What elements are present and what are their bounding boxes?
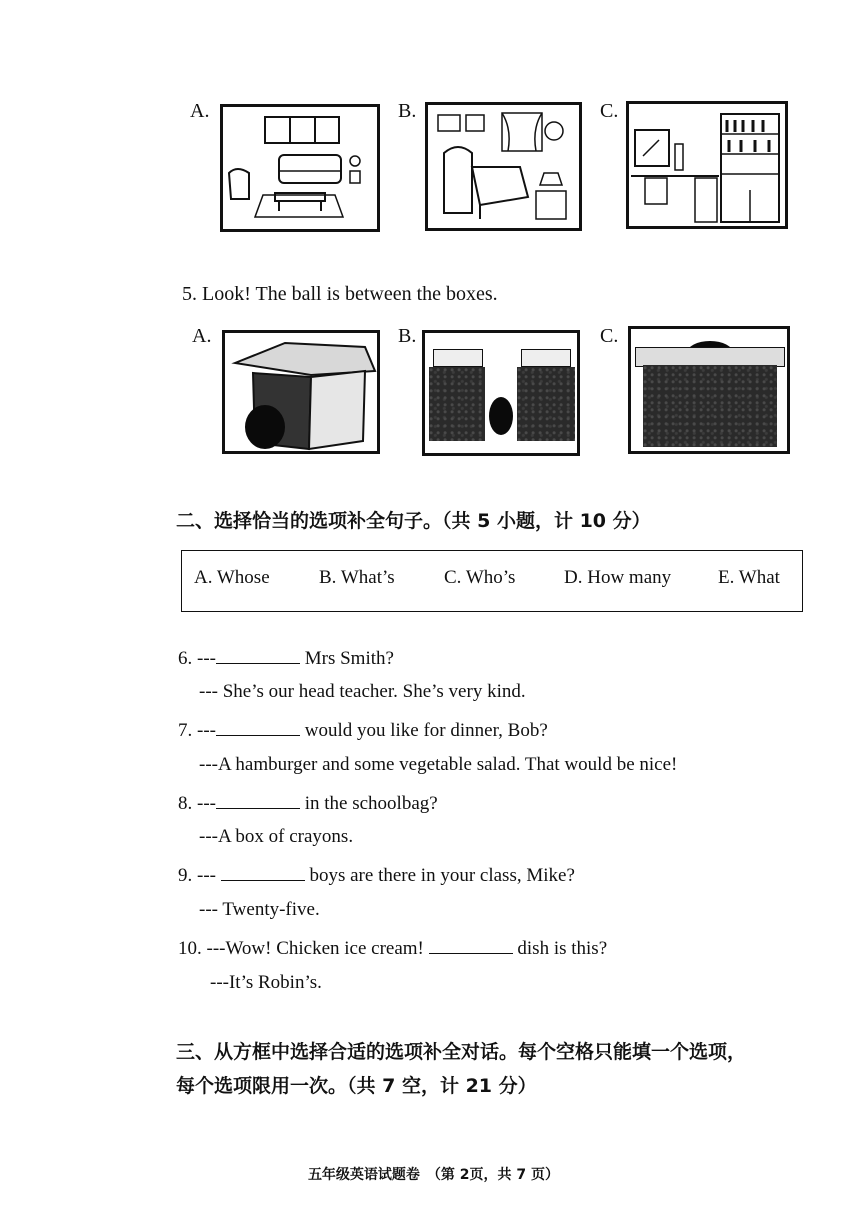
q8-answer-blank[interactable] [216, 790, 300, 809]
section3-heading-line1: 三、从方框中选择合适的选项补全对话。每个空格只能填一个选项， [176, 1041, 747, 1063]
question-7 [178, 717, 548, 742]
ball-behind-box-picture [628, 326, 790, 454]
question-10 [178, 935, 607, 960]
q7-answer-blank[interactable] [216, 717, 300, 736]
living-room-drawing [223, 107, 377, 229]
q7-suffix: would you like for dinner, Bob? [299, 720, 548, 741]
section2-heading: 二、选择恰当的选项补全句子。（共 5 小题，计 10 分） [176, 510, 651, 532]
q10-prefix: 10. ---Wow! Chicken ice cream! [178, 938, 429, 959]
right-box [517, 367, 575, 441]
box [643, 365, 777, 447]
choice-a: A. Whose [194, 567, 270, 588]
q7-prefix: 7. --- [178, 720, 216, 741]
q5-prompt: 5. Look! The ball is between the boxes. [182, 283, 498, 305]
answer-9: --- Twenty-five. [199, 899, 320, 920]
living-room-picture [220, 104, 380, 232]
q5-option-a-label: A. [192, 325, 212, 347]
choice-c: C. Who’s [444, 567, 516, 588]
q9-suffix: boys are there in your class, Mike? [304, 865, 575, 886]
ball [489, 397, 513, 435]
section3-heading-line2: 每个选项限用一次。（共 7 空，计 21 分） [176, 1075, 537, 1097]
q5-option-c-label: C. [600, 325, 619, 347]
q5-option-b-label: B. [398, 325, 417, 347]
choice-e: E. What [718, 567, 780, 588]
question-9 [178, 862, 575, 887]
bedroom-drawing [428, 105, 579, 228]
q6-prefix: 6. --- [178, 648, 216, 669]
question-8 [178, 790, 438, 815]
q10-suffix: dish is this? [512, 938, 608, 959]
right-box-lid [521, 349, 571, 367]
ball-in-box-drawing [225, 333, 377, 451]
answer-7: ---A hamburger and some vegetable salad. That would be nice! [199, 754, 678, 775]
q8-suffix: in the schoolbag? [299, 793, 438, 814]
page-footer: 五年级英语试题卷 （第 2页，共 7 页） [307, 1167, 560, 1183]
choice-word-box [181, 550, 803, 612]
q6-answer-blank[interactable] [216, 645, 300, 664]
left-box [429, 367, 485, 441]
answer-10: ---It’s Robin’s. [210, 972, 322, 993]
ball-between-boxes-picture [422, 330, 580, 456]
question-6 [178, 645, 394, 670]
box-top [635, 347, 785, 367]
bedroom-picture [425, 102, 582, 231]
q9-answer-blank[interactable] [221, 862, 305, 881]
study-room-picture [626, 101, 788, 229]
choice-d: D. How many [564, 567, 672, 588]
left-box-lid [433, 349, 483, 367]
q9-prefix: 9. --- [178, 865, 221, 886]
q4-option-a-label: A. [190, 100, 210, 122]
q8-prefix: 8. --- [178, 793, 216, 814]
study-room-drawing [629, 104, 785, 226]
choice-b: B. What’s [319, 567, 395, 588]
q4-option-b-label: B. [398, 100, 417, 122]
q10-answer-blank[interactable] [429, 935, 513, 954]
q6-suffix: Mrs Smith? [299, 648, 394, 669]
answer-6: --- She’s our head teacher. She’s very kind. [199, 681, 526, 702]
answer-8: ---A box of crayons. [199, 826, 354, 847]
ball-in-box-picture [222, 330, 380, 454]
q4-option-c-label: C. [600, 100, 619, 122]
